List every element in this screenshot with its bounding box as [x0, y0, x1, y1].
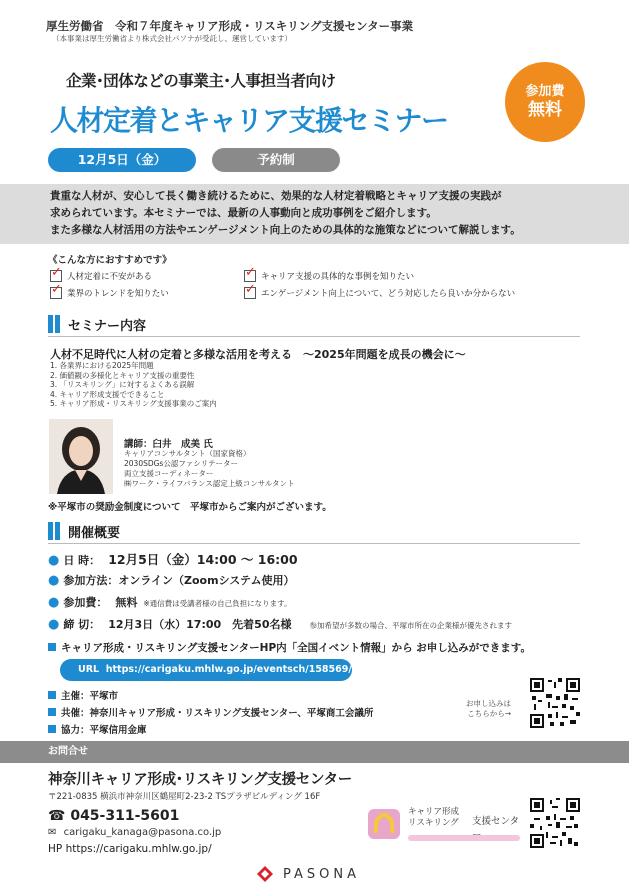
heading-bar	[48, 315, 53, 333]
apply-note-line: こちらから→	[467, 709, 511, 718]
bullet-square-icon	[48, 708, 56, 716]
qualification: キャリアコンサルタント（国家資格）	[124, 449, 251, 458]
recommend-item-label: エンゲージメント向上について、どう対応したら良いか分からない	[261, 289, 516, 299]
center-address: 〒221-0835 横浜市神奈川区鶴屋町2-23-2 TSプラザビルディング 16F	[48, 792, 321, 802]
overview-heading	[48, 520, 120, 542]
apply-row	[48, 640, 531, 655]
fee-note: ※通信費は受講者様の自己負担になります。	[143, 599, 292, 608]
url-link[interactable]	[60, 659, 352, 681]
contact-qr-code-icon[interactable]	[530, 798, 580, 848]
intro-line: また多様な人材活用の方法やエンゲージメント向上のための具体的な施策などについて解説します。	[50, 224, 521, 236]
heading-bar	[48, 522, 53, 540]
deadline-row	[48, 616, 512, 632]
host-text: 主催：平塚市	[61, 691, 119, 702]
cooperation-text: 協力：平塚信用金庫	[61, 725, 147, 736]
bullet-square-icon	[48, 725, 56, 733]
divider	[48, 543, 580, 544]
logo-line: リスキリング	[408, 818, 459, 828]
fee-value: 無料	[115, 596, 138, 609]
bullet-dot-icon: ●	[48, 617, 60, 632]
recommend-item	[50, 270, 152, 282]
deadline-note: 参加希望が多数の場合、平塚市所在の企業様が優先されます	[309, 621, 512, 630]
method-label: 参加方法：	[63, 574, 119, 587]
seminar-heading	[48, 313, 146, 335]
center-logo	[364, 805, 526, 849]
logo-line: キャリア形成	[408, 807, 460, 817]
datetime-row	[48, 550, 298, 568]
email-value: carigaku_kanaga@pasona.co.jp	[63, 827, 222, 838]
cohost-text: 共催：神奈川キャリア形成・リスキリング支援センター、平塚商工会議所	[61, 708, 374, 719]
apply-line: キャリア形成・リスキリング支援センターHP内「全国イベント情報」から お申し込みができます。	[61, 642, 531, 654]
url-value: https://carigaku.mhlw.go.jp/eventsch/158569/	[105, 664, 352, 675]
apply-qr-code-icon[interactable]	[530, 678, 580, 728]
logo-text	[408, 807, 459, 829]
email-link[interactable]	[48, 827, 221, 838]
agenda-item: 2. 価値観の多様化とキャリア支援の重要性	[50, 370, 195, 380]
center-name: 神奈川キャリア形成･リスキリング支援センター	[48, 772, 352, 788]
recommend-item-label: 人材定着に不安がある	[67, 272, 153, 282]
intro-line: 貴重な人材が、安心して長く働き続けるために、効果的な人材定着戦略とキャリア支援の実践が	[50, 190, 502, 202]
free-fee-badge	[505, 62, 585, 142]
recommend-item-label: キャリア支援の具体的な事例を知りたい	[261, 272, 415, 282]
pasona-logo-mark-icon	[255, 864, 275, 884]
qualification: 両立支援コーディネーター	[124, 469, 214, 478]
checkbox-icon	[244, 287, 256, 299]
cohost-row	[48, 705, 373, 719]
checkbox-icon	[244, 270, 256, 282]
mail-icon: ✉	[48, 827, 57, 838]
divider	[48, 336, 580, 337]
lecturer-photo	[49, 419, 113, 494]
reservation-pill: 予約制	[212, 148, 340, 172]
agenda-item: 5. キャリア形成・リスキリング支援事業のご案内	[50, 399, 217, 408]
fee-label: 参加費：	[63, 596, 108, 609]
deadline-value: 12月3日（水）17:00 先着50名様	[108, 618, 292, 631]
bullet-dot-icon: ●	[48, 573, 60, 588]
lecturer-qualifications	[124, 449, 295, 489]
seminar-title: 人材不足時代に人材の定着と多様な活用を考える ～2025年問題を成長の機会に～	[50, 348, 466, 361]
apply-note-line: お申し込みは	[466, 699, 511, 708]
center-logo-mark-icon	[364, 805, 404, 845]
cooperation-row	[48, 722, 147, 736]
homepage-link[interactable]: HP https://carigaku.mhlw.go.jp/	[48, 843, 212, 855]
page-title: 人材定着とキャリア支援セミナー	[50, 104, 448, 137]
recommend-item	[244, 287, 515, 299]
date-pill: 12月5日（金）	[48, 148, 196, 172]
phone-value: 045-311-5601	[70, 808, 180, 824]
fee-badge-line2: 無料	[528, 99, 562, 120]
organizer-note: （本事業は厚生労働省より株式会社パソナが受託し、運営しています）	[52, 34, 292, 43]
datetime-label: 日 時：	[63, 554, 101, 567]
seminar-heading-label: セミナー内容	[68, 318, 147, 334]
recommend-item	[244, 270, 414, 282]
subsidy-note: ※平塚市の奨励金制度について 平塚市からご案内がございます。	[48, 502, 332, 513]
qualification: ㈱ワーク・ライフバランス認定上級コンサルタント	[124, 479, 295, 488]
qualification: 2030SDGs公認ファシリテーター	[124, 459, 239, 468]
host-row	[48, 688, 118, 702]
agenda-item: 3. 「リスキリング」に対するよくある誤解	[50, 380, 195, 389]
logo-underline	[408, 835, 520, 841]
recommend-item	[50, 287, 169, 299]
fee-row	[48, 594, 292, 610]
overview-heading-label: 開催概要	[68, 525, 121, 541]
pasona-logo-text: PASONA	[283, 866, 361, 882]
agenda-list	[50, 361, 217, 409]
datetime-value: 12月5日（金）14:00 ～ 16:00	[108, 552, 298, 567]
heading-bar	[55, 522, 60, 540]
phone-icon: ☎	[48, 808, 66, 824]
method-row	[48, 572, 294, 588]
heading-bar	[55, 315, 60, 333]
contact-bar: お問合せ	[0, 741, 629, 763]
agenda-item: 1. 各業界における2025年問題	[50, 361, 154, 370]
fee-badge-line1: 参加費	[525, 84, 565, 99]
bullet-dot-icon: ●	[48, 553, 60, 568]
bullet-square-icon	[48, 643, 56, 651]
lecturer-name: 講師：臼井 成美 氏	[124, 439, 213, 450]
intro-text	[50, 188, 610, 239]
logo-line: 支援センタ	[472, 816, 520, 827]
organizer-line: 厚生労働省 令和７年度キャリア形成・リスキリング支援センター事業	[46, 19, 414, 33]
recommend-title: 《こんな方におすすめです》	[48, 255, 172, 266]
bullet-dot-icon: ●	[48, 595, 60, 610]
apply-note	[466, 699, 511, 719]
audience-line: 企業･団体などの事業主･人事担当者向け	[66, 72, 336, 90]
intro-line: 求められています。本セミナーでは、最新の人事動向と成功事例をご紹介します。	[50, 207, 437, 219]
deadline-label: 締 切：	[63, 618, 101, 631]
bullet-square-icon	[48, 691, 56, 699]
phone-number[interactable]	[48, 808, 179, 824]
checkbox-icon	[50, 287, 62, 299]
pasona-logo	[255, 864, 360, 884]
recommend-item-label: 業界のトレンドを知りたい	[67, 289, 169, 299]
method-value: オンライン（Zoomシステム使用）	[118, 574, 295, 587]
checkbox-icon	[50, 270, 62, 282]
url-label: URL	[78, 664, 100, 675]
agenda-item: 4. キャリア形成支援でできること	[50, 389, 165, 399]
